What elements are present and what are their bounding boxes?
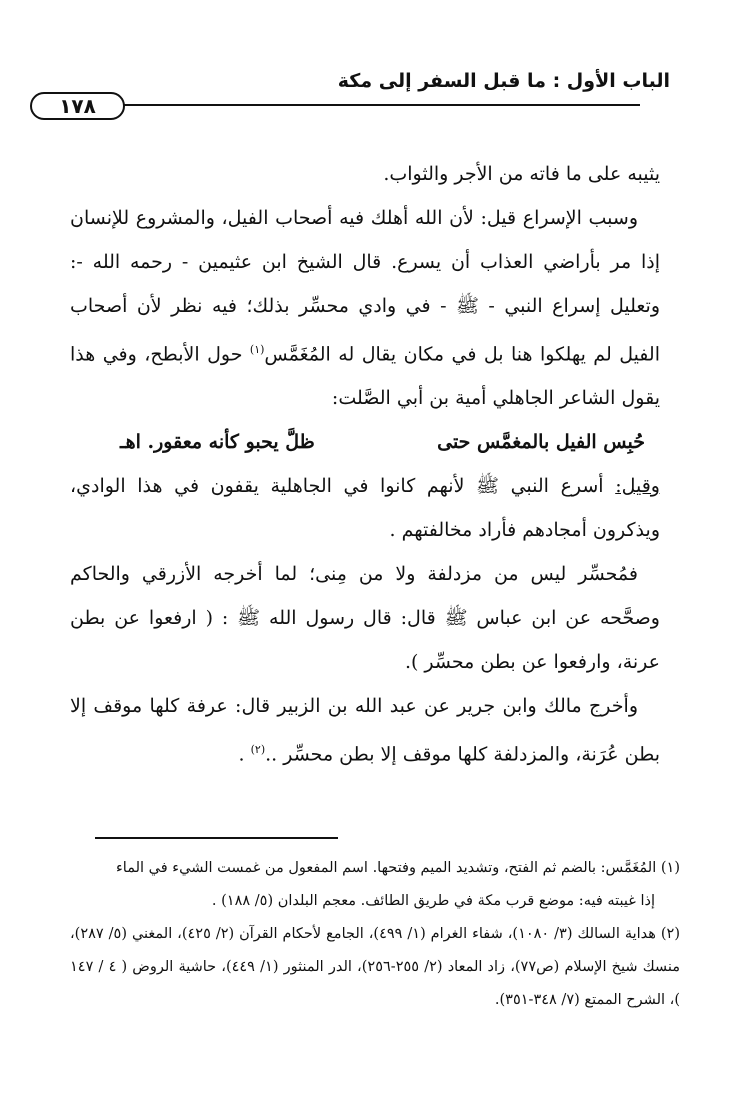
footnote-ref-1: (١) bbox=[249, 343, 265, 356]
paragraph-4: فمُحسِّر ليس من مزدلفة ولا من مِنى؛ لما أخرجه الأزرقي والحاكم وصحَّحه عن ابن عباس ﷺ قال: قال رسول الله ﷺ : ( ارفعوا عن بطن عرنة، وارفعوا عن بطن محسِّر ). bbox=[70, 563, 660, 674]
header-rule bbox=[105, 104, 640, 106]
page-number: ١٧٨ bbox=[59, 94, 96, 118]
footnote-ref-2: (٢) bbox=[250, 743, 266, 757]
paragraph-3-lead: وقيل: bbox=[615, 475, 660, 498]
page-number-badge bbox=[30, 92, 125, 120]
poem-verse bbox=[70, 420, 660, 464]
footnote-1-line-2: إذا غيبته فيه: موضع قرب مكة في طريق الطائف. معجم البلدان (٥/ ١٨٨) . bbox=[211, 893, 655, 909]
footnote-1-line-1: (١) المُغَمَّس: بالضم ثم الفتح، وتشديد الميم وفتحها. اسم المفعول من غمست الشيء في الماء bbox=[115, 860, 680, 876]
main-text bbox=[70, 152, 660, 777]
footnote-separator bbox=[95, 837, 338, 839]
paragraph-2-tail: حول الأبطح، وفي هذا يقول الشاعر الجاهلي أمية بن أبي الصَّلت: bbox=[70, 343, 660, 410]
verse-first-hemistich: حُبِس الفيل بالمغمَّس حتى bbox=[437, 431, 645, 454]
paragraph-3-text: أسرع النبي ﷺ لأنهم كانوا في الجاهلية يقفون في هذا الوادي، ويذكرون أمجادهم فأراد مخالفتهم . bbox=[70, 475, 660, 542]
paragraph-2-text: وسبب الإسراع قيل: لأن الله أهلك فيه أصحاب الفيل، والمشروع للإنسان إذا مر بأراضي العذاب أن يسرع. قال الشيخ ابن عثيمين - رحمه الله -: وتعليل إسراع النبي - ﷺ - في وادي محسِّر بذلك؛ فيه نظر لأن أصحاب الفيل لم يهلكوا هنا بل في مكان يقال له المُغَمَّس bbox=[70, 207, 660, 366]
paragraph-5-tail: . bbox=[238, 743, 251, 766]
paragraph-1: يثيبه على ما فاته من الأجر والثواب. bbox=[383, 163, 660, 185]
paragraph-3 bbox=[70, 464, 660, 552]
paragraph-5-text: وأخرج مالك وابن جرير عن عبد الله بن الزبير قال: عرفة كلها موقف إلا بطن عُرَنة، والمزدلفة كلها موقف إلا بطن محسِّر .. bbox=[70, 695, 660, 766]
chapter-title: الباب الأول : ما قبل السفر إلى مكة bbox=[337, 70, 670, 92]
paragraph-5 bbox=[70, 684, 660, 776]
footnote-2: (٢) هداية السالك (٣/ ١٠٨٠)، شفاء الغرام (١/ ٤٩٩)، الجامع لأحكام القرآن (٢/ ٤٢٥)، المغني (٥/ ٢٨٧)، منسك شيخ الإسلام (ص٧٧)، زاد المعاد (٢/ ٢٥٥-٢٥٦)، الدر المنثور (١/ ٤٤٩)، حاشية الروض ( ٤ / ١٤٧ )، الشرح الممتع (٧/ ٣٤٨-٣٥١). bbox=[70, 926, 680, 1008]
footnotes bbox=[70, 852, 680, 1017]
paragraph-2 bbox=[70, 196, 660, 420]
verse-second-hemistich: ظلَّ يحبو كأنه معقور. اهـ bbox=[120, 431, 315, 454]
